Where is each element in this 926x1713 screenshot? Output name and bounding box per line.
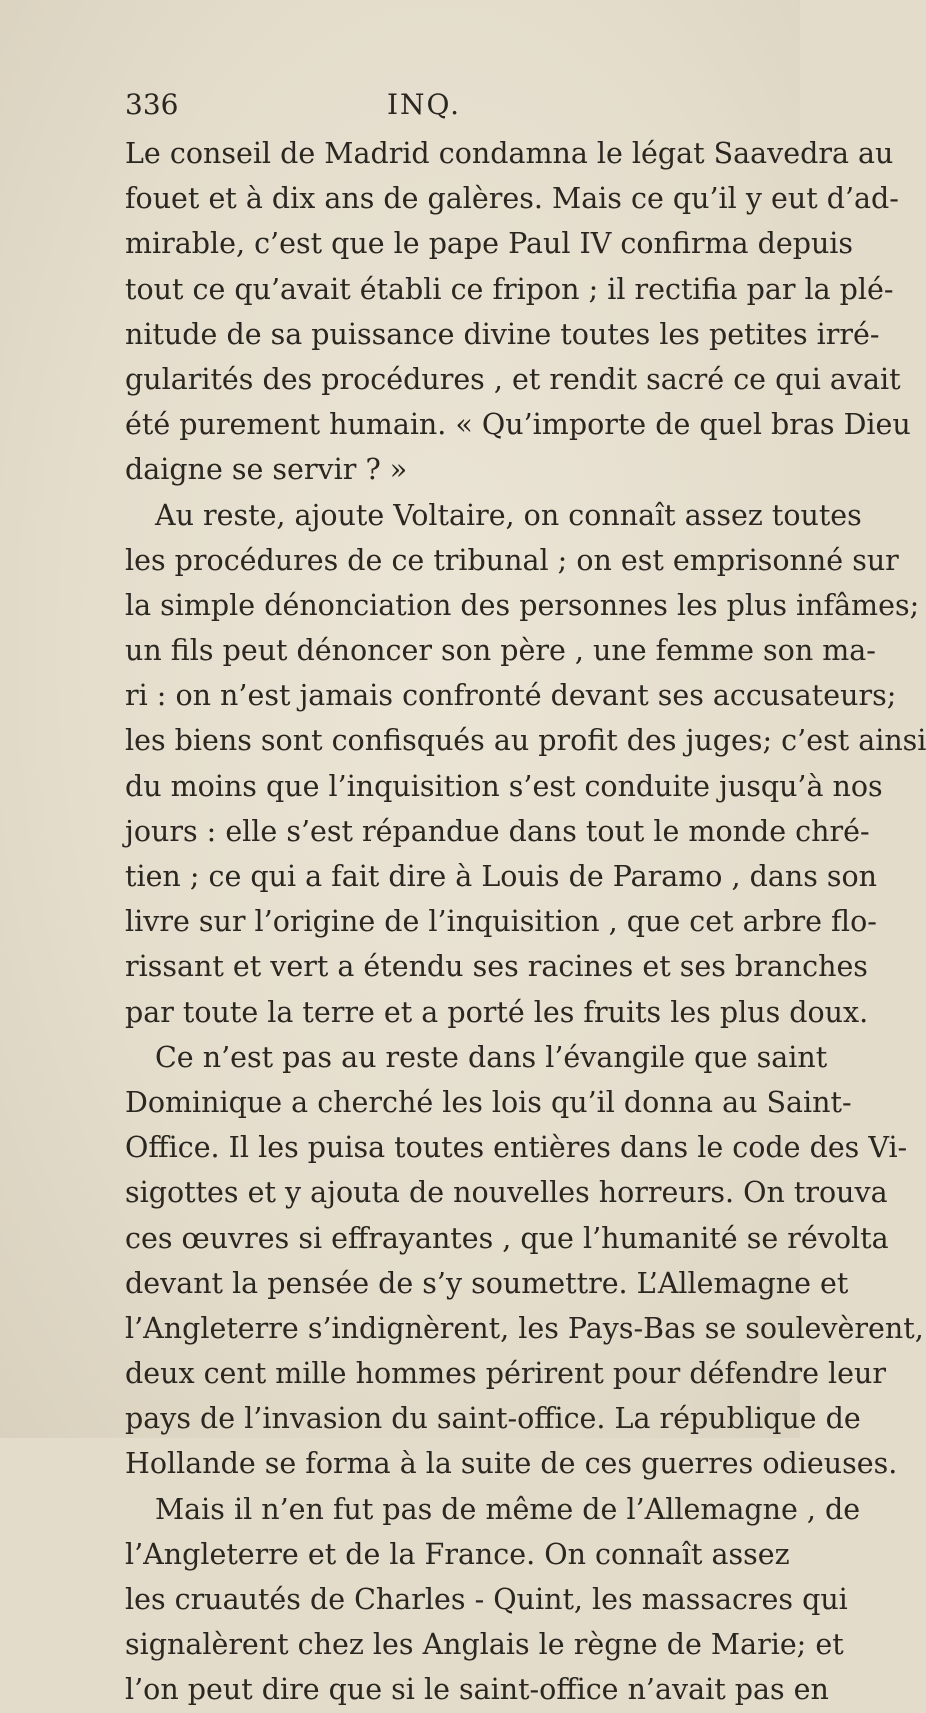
text-line: daigne se servir ? » xyxy=(125,453,408,487)
text-line: les cruautés de Charles - Quint, les massacres qui xyxy=(125,1583,848,1616)
paragraph-start-line: Mais il n’en fut pas de même de l’Allemagne , de xyxy=(155,1492,861,1526)
running-head: INQ. xyxy=(387,88,462,121)
text-line: ri : on n’est jamais confronté devant ses accusateurs; xyxy=(125,679,897,713)
text-line: pays de l’invasion du saint-office. La république de xyxy=(125,1402,861,1436)
text-line: par toute la terre et a porté les fruits les plus doux. xyxy=(125,995,869,1029)
text-line: nitude de sa puissance divine toutes les petites irré- xyxy=(125,317,880,351)
text-line: livre sur l’origine de l’inquisition , que cet arbre flo- xyxy=(125,905,877,939)
text-line: fouet et à dix ans de galères. Mais ce qu’il y eut d’ad- xyxy=(125,182,899,216)
page-header xyxy=(125,88,785,128)
text-line: l’on peut dire que si le saint-office n’avait pas en xyxy=(125,1673,829,1707)
text-line: sigottes et y ajouta de nouvelles horreurs. On trouva xyxy=(125,1176,888,1210)
text-line: l’Angleterre et de la France. On connaît assez xyxy=(125,1537,790,1571)
text-line: Office. Il les puisa toutes entières dans le code des Vi- xyxy=(125,1131,908,1165)
text-line: les procédures de ce tribunal ; on est emprisonné sur xyxy=(125,543,899,577)
text-line: signalèrent chez les Anglais le règne de Marie; et xyxy=(125,1628,844,1662)
text-line: du moins que l’inquisition s’est conduite jusqu’à nos xyxy=(125,769,883,803)
text-line: deux cent mille hommes périrent pour défendre leur xyxy=(125,1357,886,1391)
text-line: été purement humain. « Qu’importe de quel bras Dieu xyxy=(125,408,911,442)
text-line: jours : elle s’est répandue dans tout le monde chré- xyxy=(125,814,870,848)
text-line: Hollande se forma à la suite de ces guerres odieuses. xyxy=(125,1447,898,1481)
text-line: Le conseil de Madrid condamna le légat Saavedra au xyxy=(125,137,894,170)
text-line: gularités des procédures , et rendit sacré ce qui avait xyxy=(125,362,901,396)
text-line: l’Angleterre s’indignèrent, les Pays-Bas se soulevèrent, xyxy=(125,1311,924,1345)
text-line: la simple dénonciation des personnes les plus infâmes; xyxy=(125,588,920,622)
paragraph-start-line: Au reste, ajoute Voltaire, on connaît assez toutes xyxy=(155,498,862,532)
body-text xyxy=(125,131,926,1713)
text-line: tien ; ce qui a fait dire à Louis de Paramo , dans son xyxy=(125,860,878,893)
text-line: devant la pensée de s’y soumettre. L’Allemagne et xyxy=(125,1266,849,1300)
text-line: un fils peut dénoncer son père , une femme son ma- xyxy=(125,634,876,668)
text-line: tout ce qu’avait établi ce fripon ; il rectifia par la plé- xyxy=(125,272,894,306)
page-number: 336 xyxy=(125,88,179,121)
paragraph-start-line: Ce n’est pas au reste dans l’évangile que saint xyxy=(155,1040,828,1074)
text-line: ces œuvres si effrayantes , que l’humanité se révolta xyxy=(125,1221,889,1255)
text-line: mirable, c’est que le pape Paul IV confirma depuis xyxy=(125,227,854,261)
text-line: rissant et vert a étendu ses racines et ses branches xyxy=(125,950,868,984)
text-line: les biens sont confisqués au profit des juges; c’est ainsi xyxy=(125,724,926,758)
text-line: Dominique a cherché les lois qu’il donna au Saint- xyxy=(125,1085,852,1119)
